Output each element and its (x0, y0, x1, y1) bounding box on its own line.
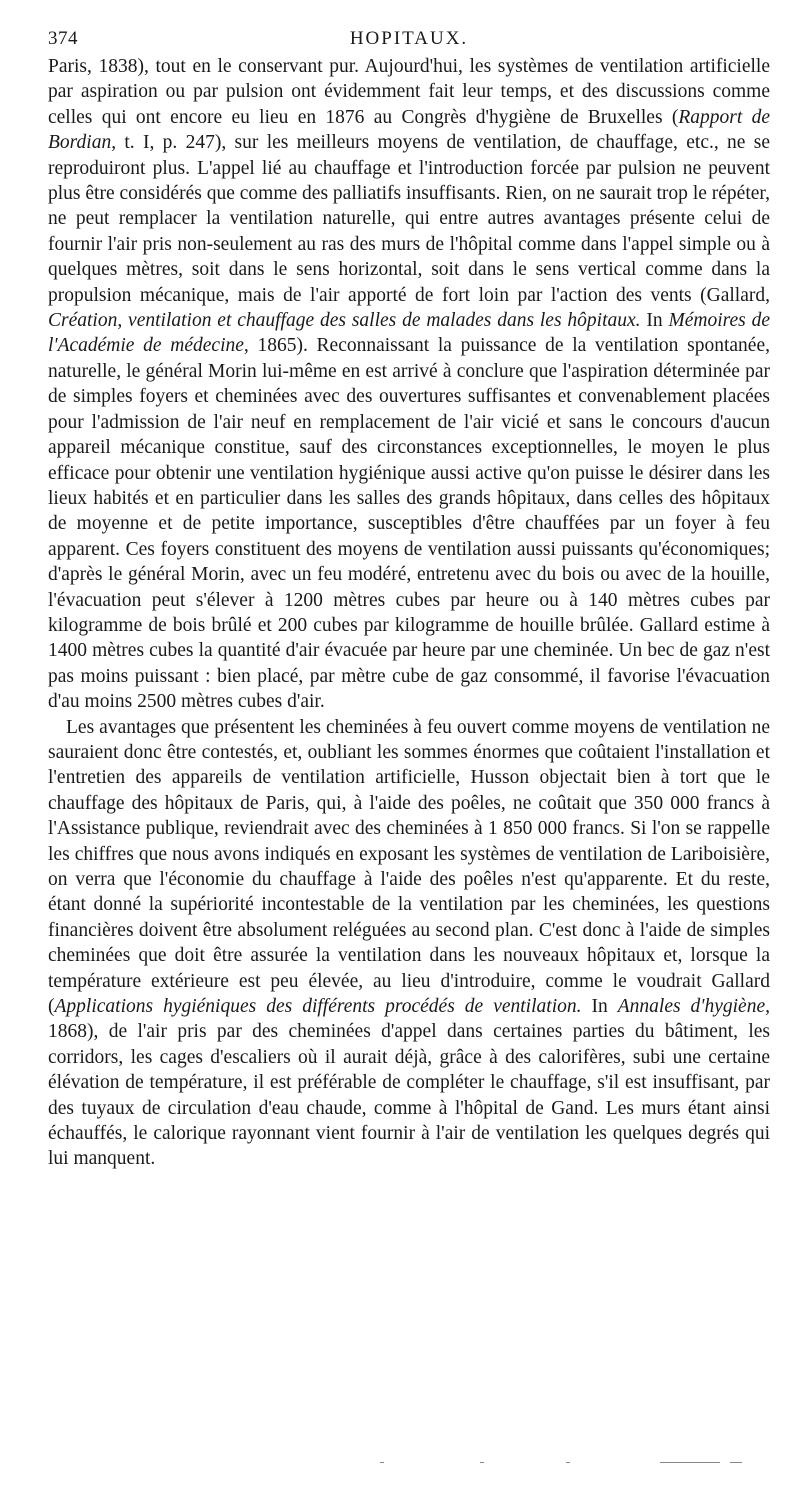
text-run: Paris, 1838), tout en le conservant pur. Aujourd'hui, les systèmes de ventilation artificielle par aspiration ou par pulsion ont évidemment fait leur temps, et des discussions comme celles qui ont encore eu lieu en 1876 au Congrès d'hygiène de Bruxelles ( (48, 56, 770, 128)
text-run: 1865). Reconnaissant la puissance de la ventilation spontanée, naturelle, le général Morin lui-même en est arrivé à conclure que l'aspiration déterminée par de simples foyers et cheminées avec des ouvertures suffisantes et convenablement placées pour l'admission de l'air neuf en remplacement de l'air vicié et sans le concours d'aucun appareil mécanique constitue, sauf des circonstances exceptionnelles, le moyen le plus efficace pour obtenir une ventilation hygiénique aussi active qu'on puisse le désirer dans les lieux habités et en particulier dans les salles des grands hôpitaux, dans celles des hôpitaux de moyenne et de petite importance, susceptibles d'être chauffées par un foyer à feu apparent. Ces foyers constituent des moyens de ventilation aussi puissants qu'économiques; d'après le général Morin, avec un feu modéré, entretenu avec du bois ou avec de la houille, l'évacuation peut s'élever à 1200 mètres cubes par heure ou à 140 mètres cubes par kilogramme de bois brûlé et 200 cubes par kilogramme de houille brûlée. Gallard estime à 1400 mètres cubes la quantité d'air évacuée par heure par une cheminée. Un bec de gaz n'est pas moins puissant : bien placé, par mètre cube de gaz consommé, il favorise l'évacuation d'au moins 2500 mètres cubes d'air. (48, 335, 770, 713)
paragraph (48, 54, 770, 715)
italic-citation: Applications hygiéniques des différents procédés de ventilation. (54, 996, 582, 1018)
book-page (48, 20, 770, 1172)
text-run: Les avantages que présentent les cheminées à feu ouvert comme moyens de ventilation ne sauraient donc être contestés, et, oubliant les sommes énormes que coûtaient l'installation et l'entretien des appareils de ventilation artificielle, Husson objectait bien à tort que le chauffage des hôpitaux de Paris, qui, à l'aide des poêles, ne coûtait que 350 000 francs à l'Assistance publique, reviendrait avec des cheminées à 1 850 000 francs. Si l'on se rappelle les chiffres que nous avons indiqués en exposant les systèmes de ventilation de Lariboisière, on verra que l'économie du chauffage à l'aide des poêles n'est qu'apparente. Et du reste, étant donné la supériorité incontestable de la ventilation par les cheminées, les questions financières doivent être absolument reléguées au second plan. C'est donc à l'aide de simples cheminées que doit être assurée la ventilation dans les nouveaux hôpitaux et, lorsque la température extérieure est peu élevée, au lieu d'introduire, comme le voudrait Gallard ( (48, 716, 770, 1018)
italic-citation: Création, ventilation et chauffage des salles de malades dans les hôpitaux. (48, 310, 641, 332)
paragraph (48, 715, 770, 1172)
italic-citation: Mémoires de l'Académie de médecine, (48, 310, 770, 357)
page-header (48, 20, 770, 54)
body-text (48, 54, 770, 1172)
text-run: In (581, 996, 618, 1018)
italic-citation: Rapport de Bordian, (48, 106, 770, 154)
footer-print-marks (380, 1454, 760, 1474)
page-number: 374 (48, 28, 78, 49)
running-title: HOPITAUX. (349, 28, 469, 49)
text-run: In (640, 310, 669, 332)
italic-citation: Annales d'hygiène, (617, 996, 770, 1018)
text-run: t. I, p. 247), sur les meilleurs moyens de ventilation, de chauffage, etc., ne se reproduiront plus. L'appel lié au chauffage et l'introduction forcée par pulsion ne peuvent plus être considérés que comme des palliatifs insuffisants. Rien, on ne saurait trop le répéter, ne peut remplacer la ventilation naturelle, qui entre autres avantages présente celui de fournir l'air pris non-seulement au ras des murs de l'hôpital comme dans l'appel simple ou à quelques mètres, soit dans le sens horizontal, soit dans le sens vertical comme dans la propulsion mécanique, mais de l'air apporté de fort loin par l'action des vents (Gallard, (48, 132, 770, 306)
text-run: 1868), de l'air pris par des cheminées d'appel dans certaines parties du bâtiment, les corridors, les cages d'escaliers où il aurait déjà, grâce à des calorifères, subi une certaine élévation de température, il est préférable de compléter le chauffage, s'il est insuffisant, par des tuyaux de circulation d'eau chaude, comme à l'hôpital de Gand. Les murs étant ainsi échauffés, le calorique rayonnant vient fournir à l'air de ventilation les quelques degrés qui lui manquent. (48, 1021, 770, 1170)
